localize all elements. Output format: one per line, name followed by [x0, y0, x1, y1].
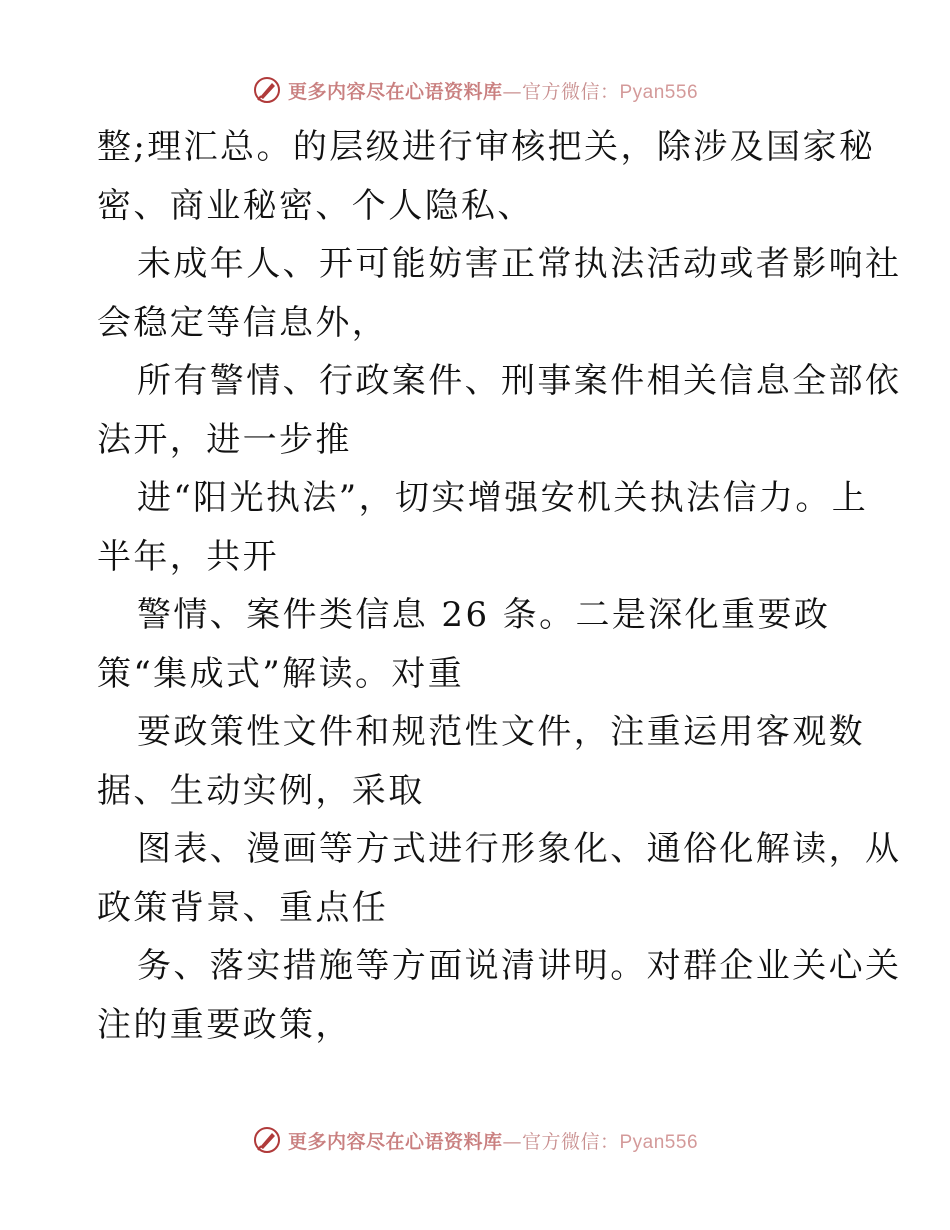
- text-line: 务、落实措施等方面说清讲明。对群企业关心关: [137, 946, 902, 986]
- text-line: 未成年人、开可能妨害正常执法活动或者影响社: [137, 244, 902, 284]
- feather-pen-logo-icon: [252, 1125, 282, 1155]
- feather-pen-logo-icon: [252, 75, 282, 105]
- watermark-wechat-id: Pyan556: [619, 1131, 699, 1153]
- text-line: 密、商业秘密、个人隐私、: [97, 185, 534, 226]
- header-watermark: [0, 70, 950, 110]
- watermark-wechat-label: 官方微信：: [521, 1130, 620, 1153]
- document-body: [97, 118, 902, 1054]
- watermark-brand: 更多内容尽在心语资料库: [287, 80, 503, 103]
- text-line: 政策背景、重点任: [97, 887, 389, 928]
- watermark-text: [288, 77, 698, 104]
- watermark-separator: —: [502, 1130, 522, 1153]
- watermark-wechat-label: 官方微信：: [521, 80, 620, 103]
- text-line: 整;理汇总。的层级进行审核把关，除涉及国家秘: [97, 127, 876, 167]
- text-line: 法开，进一步推: [97, 419, 352, 460]
- watermark-text: [288, 1127, 698, 1154]
- text-line: 据、生动实例，采取: [97, 770, 425, 811]
- text-line: 所有警情、行政案件、刑事案件相关信息全部依: [137, 361, 902, 401]
- watermark-wechat-id: Pyan556: [619, 81, 699, 103]
- text-line: 图表、漫画等方式进行形象化、通俗化解读，从: [137, 829, 902, 869]
- text-line: 会稳定等信息外，: [97, 302, 389, 343]
- text-line: 要政策性文件和规范性文件，注重运用客观数: [137, 712, 865, 752]
- text-line: 半年，共开: [97, 536, 279, 577]
- watermark-separator: —: [502, 80, 522, 103]
- footer-watermark: [0, 1120, 950, 1160]
- text-line: 策“集成式”解读。对重: [97, 653, 465, 694]
- text-line: 进“阳光执法”，切实增强安机关执法信力。上: [137, 478, 869, 518]
- text-line: 注的重要政策，: [97, 1004, 352, 1045]
- text-line: 警情、案件类信息 26 条。二是深化重要政: [137, 595, 831, 635]
- watermark-brand: 更多内容尽在心语资料库: [287, 1130, 503, 1153]
